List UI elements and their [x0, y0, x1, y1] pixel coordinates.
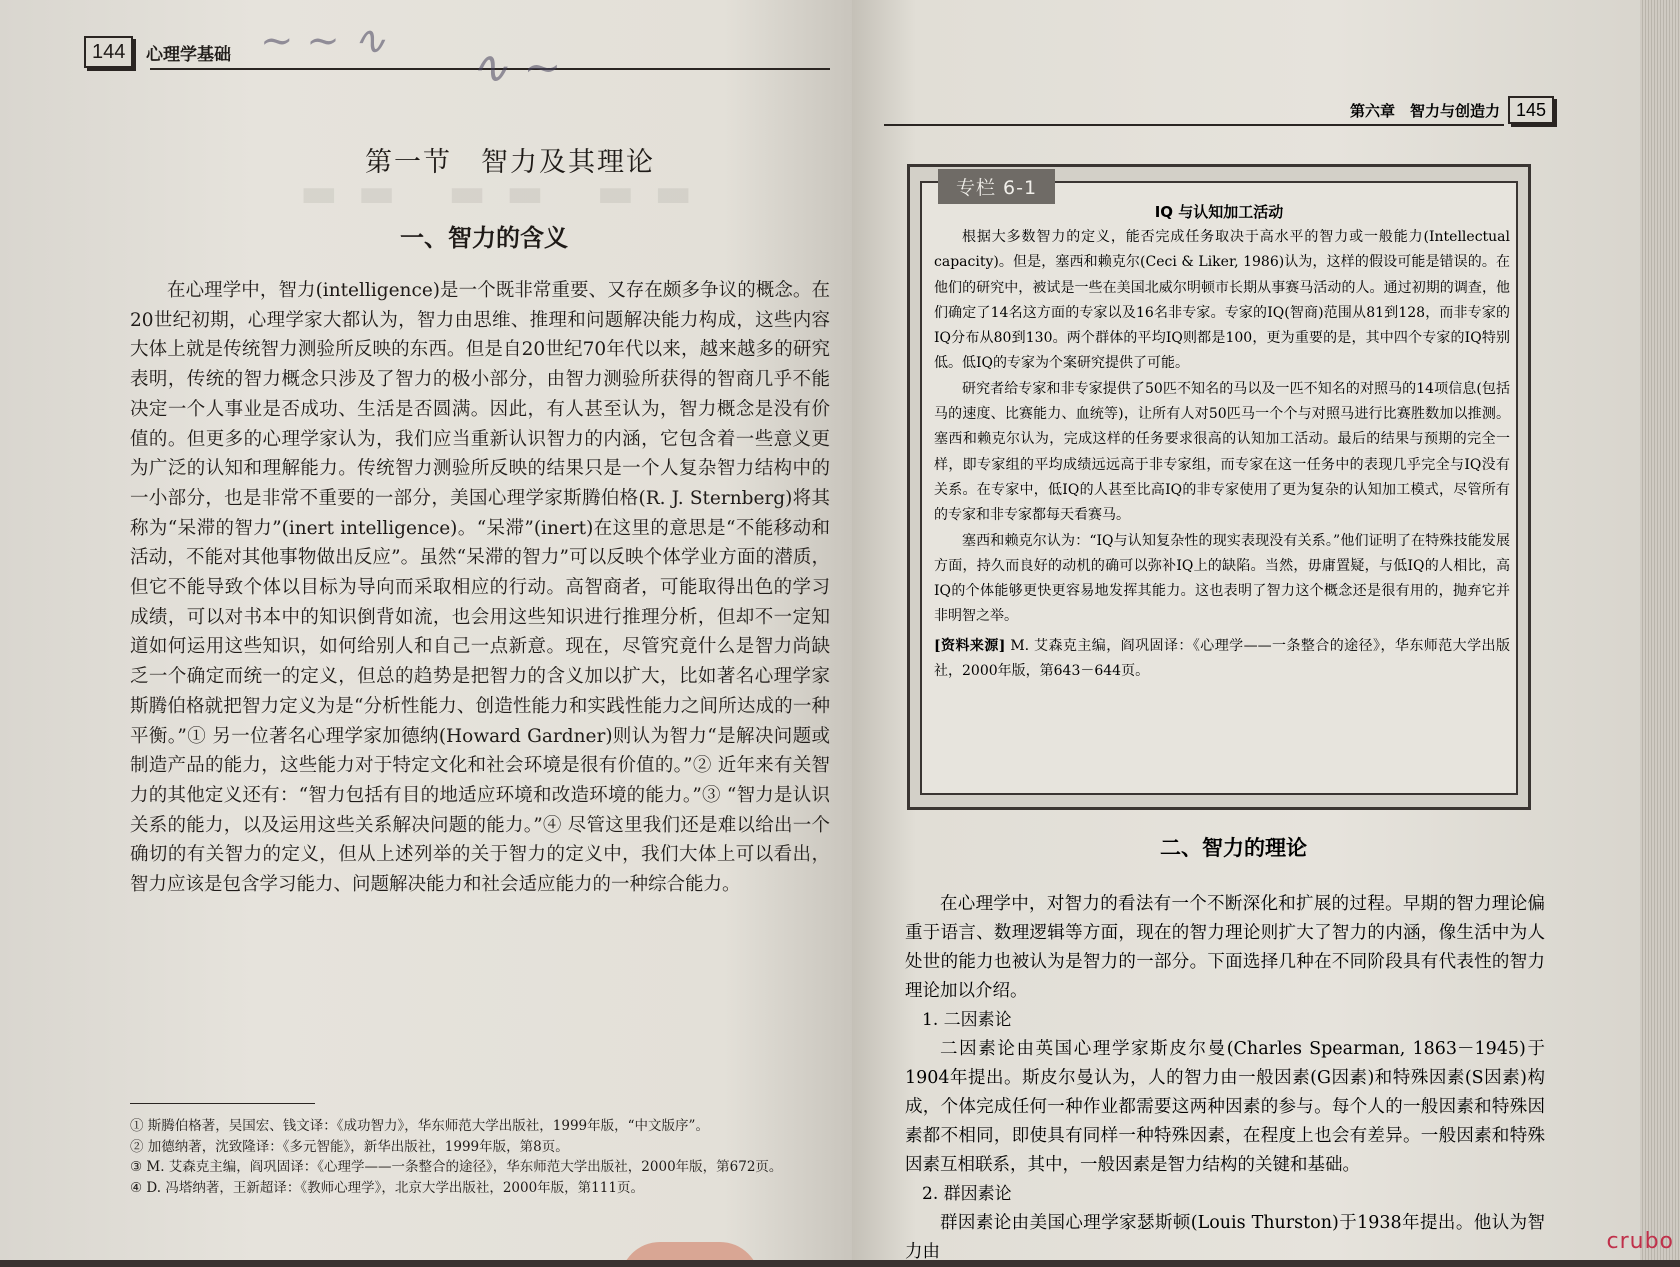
footnote: ④ D. 冯塔纳著，王新超译：《教师心理学》，北京大学出版社，2000年版，第111页。 — [130, 1179, 644, 1196]
finger — [620, 1242, 760, 1260]
box-source-text: M. 艾森克主编，阎巩固译：《心理学——一条整合的途径》，华东师范大学出版社，2000年版，第643－644页。 — [934, 637, 1510, 680]
bleed-through: ▬▬ ▬▬ ▬▬ — [300, 170, 713, 216]
left-header-title: 心理学基础 — [146, 45, 231, 65]
sidebar-box — [907, 164, 1531, 810]
footnotes — [130, 1116, 840, 1198]
box-paragraph: 根据大多数智力的定义，能否完成任务取决于高水平的智力或一般能力(Intellectual capacity)。但是，塞西和赖克尔(Ceci & Liker, 1986)认为，这样的假设可能是错误的。在他们的研究中，被试是一些在美国北威尔明顿市长期从事赛马活动的人。通过初期的调查，他们确定了14名这方面的专家以及16名非专家。专家的IQ(智商)范围从81到128，而非专家的IQ分布从80到130。两个群体的平均IQ则都是100，更为重要的是，其中四个专家的IQ特别低。低IQ的专家为个案研究提供了可能。 — [934, 229, 1510, 372]
footnote: ② 加德纳著，沈致隆译：《多元智能》，新华出版社，1999年版，第8页。 — [130, 1138, 569, 1155]
box-paragraph: 研究者给专家和非专家提供了50匹不知名的马以及一匹不知名的对照马的14项信息(包括马的速度、比赛能力、血统等)，让所有人对50匹马一个个与对照马进行比赛胜数加以推测。塞西和赖克尔认为，完成这样的任务要求很高的认知加工活动。最后的结果与预期的完全一样，即专家组的平均成绩远远高于非专家组，而专家在这一任务中的表现几乎完全与IQ没有关系。在专家中，低IQ的人甚至比高IQ的非专家使用了更为复杂的认知加工模式，尽管所有的专家和非专家都每天看赛马。 — [934, 380, 1510, 524]
right-body-text — [905, 890, 1545, 1267]
sidebar-box-inner — [920, 177, 1518, 795]
section-title: 第一节 智力及其理论 — [365, 147, 655, 178]
right-subsection-title: 二、智力的理论 — [1160, 836, 1307, 860]
right-paragraph: 二因素论由英国心理学家斯皮尔曼(Charles Spearman, 1863－1945)于1904年提出。斯皮尔曼认为，人的智力由一般因素(G因素)和特殊因素(S因素)构成，个体完成任何一种作业都需要这两种因素的参与。每个人的一般因素和特殊因素都不相同，即使具有同样一种特殊因素，在程度上也会有差异。一般因素和特殊因素互相联系，其中，一般因素是智力结构的关键和基础。 — [905, 1039, 1545, 1175]
left-body-text: 在心理学中，智力(intelligence)是一个既非常重要、又存在颇多争议的概念。在20世纪初期，心理学家大都认为，智力由思维、推理和问题解决能力构成，这些内容大体上就是传统智力测验所反映的东西。但是自20世纪70年代以来，越来越多的研究表明，传统的智力概念只涉及了智力的极小部分，由智力测验所获得的智商几乎不能决定一个人事业是否成功、生活是否圆满。因此，有人甚至认为，智力概念是没有价值的。但更多的心理学家认为，我们应当重新认识智力的内涵，它包含着一些意义更为广泛的认知和理解能力。传统智力测验所反映的结果只是一个人复杂智力结构中的一小部分，也是非常不重要的一部分，美国心理学家斯腾伯格(R. J. Sternberg)将其称为“呆滞的智力”(inert intelligence)。“呆滞”(inert)在这里的意思是“不能移动和活动，不能对其他事物做出反应”。虽然“呆滞的智力”可以反映个体学业方面的潜质，但它不能导致个体以目标为导向而采取相应的行动。高智商者，可能取得出色的学习成绩，可以对书本中的知识倒背如流，也会用这些知识进行推理分析，但却不一定知道如何运用这些知识，如何给别人和自己一点新意。现在，尽管究竟什么是智力尚缺乏一个确定而统一的定义，但总的趋势是把智力的含义加以扩大，比如著名心理学家斯腾伯格就把智力定义为是“分析性能力、创造性能力和实践性能力之间所达成的一种平衡。”① 另一位著名心理学家加德纳(Howard Gardner)则认为智力“是解决问题或制造产品的能力，这些能力对于特定文化和社会环境是很有价值的。”② 近年来有关智力的其他定义还有：“智力包括有目的地适应环境和改造环境的能力。”③ “智力是认识关系的能力，以及运用这些关系解决问题的能力。”④ 尽管这里我们还是难以给出一个确切的有关智力的定义，但从上述列举的关于智力的定义中，我们大体上可以看出，智力应该是包含学习能力、问题解决能力和社会适应能力的一种综合能力。 — [130, 280, 830, 896]
left-page-number: 144 — [84, 36, 133, 68]
theory-heading: 1. 二因素论 — [922, 1010, 1012, 1030]
right-header-title: 第六章 智力与创造力 — [1350, 102, 1501, 120]
sidebar-box-tab: 专栏 6-1 — [938, 169, 1055, 204]
box-source-label: [资料来源] — [934, 637, 1006, 654]
right-paragraph: 在心理学中，对智力的看法有一个不断深化和扩展的过程。早期的智力理论偏重于语言、数理逻辑等方面，现在的智力理论则扩大了智力的内涵，像生活中为人处世的能力也被认为是智力的一部分。下面选择几种在不同阶段具有代表性的智力理论加以介绍。 — [905, 894, 1545, 1001]
box-paragraph: 塞西和赖克尔认为：“IQ与认知复杂性的现实表现没有关系。”他们证明了在特殊技能发展方面，持久而良好的动机的确可以弥补IQ上的缺陷。当然，毋庸置疑，与低IQ的人相比，高IQ的个体能够更快更容易地发挥其能力。这也表明了智力这个概念还是很有用的，抛弃它并非明智之举。 — [934, 532, 1510, 625]
page-edge — [1606, 0, 1680, 1260]
sidebar-box-title: IQ 与认知加工活动 — [1154, 203, 1284, 221]
theory-heading: 2. 群因素论 — [922, 1184, 1012, 1204]
sidebar-box-body — [934, 225, 1510, 684]
subsection-title: 一、智力的含义 — [400, 224, 568, 252]
right-paragraph: 群因素论由美国心理学家瑟斯顿(Louis Thurston)于1938年提出。他认为智力由 — [905, 1213, 1545, 1262]
right-header-rule — [884, 124, 1504, 126]
right-page-number: 145 — [1508, 96, 1554, 124]
footnote: ① 斯腾伯格著，吴国宏、钱文译：《成功智力》，华东师范大学出版社，1999年版，“中文版序”。 — [130, 1118, 709, 1134]
footnote-rule — [130, 1103, 315, 1104]
box-source — [934, 634, 1510, 685]
watermark: crubo — [1606, 1229, 1674, 1254]
pencil-scribble: ~ ~ ∿ — [260, 18, 386, 64]
pencil-scribble-2: ∿ ~ — [470, 40, 562, 94]
footnote: ③ M. 艾森克主编，阎巩固译：《心理学——一条整合的途径》，华东师范大学出版社，2000年版，第672页。 — [130, 1159, 783, 1175]
